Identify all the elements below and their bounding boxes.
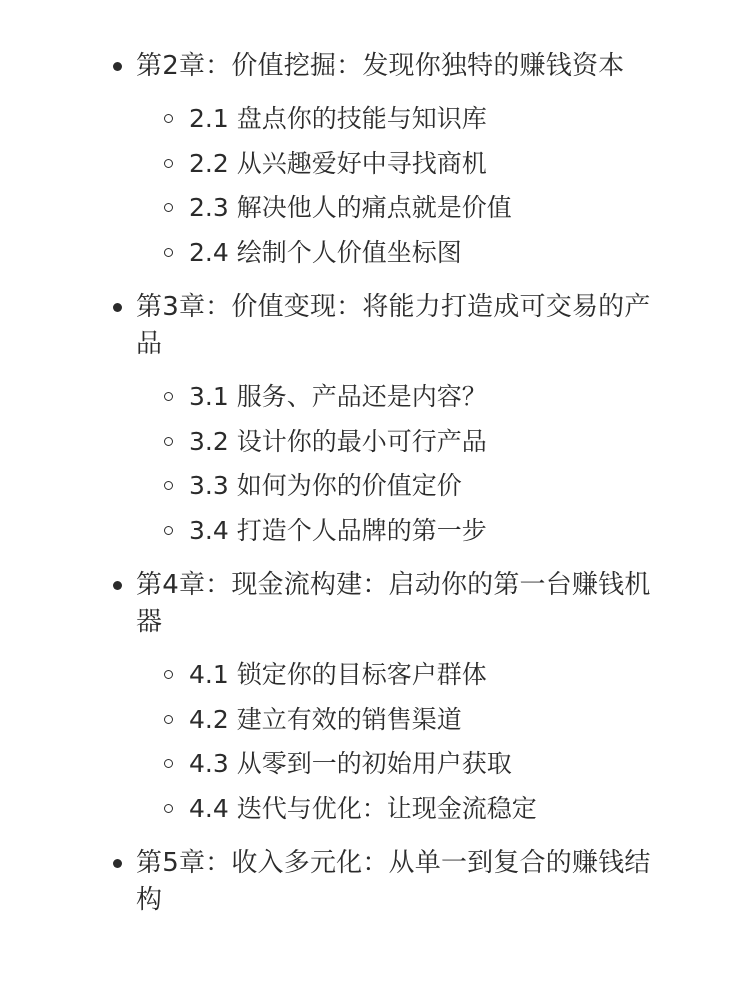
filled-bullet-icon	[113, 62, 122, 71]
filled-bullet-icon	[113, 303, 122, 312]
section-label: 2.1 盘点你的技能与知识库	[189, 104, 487, 133]
list-item	[136, 509, 668, 554]
section-label: 2.2 从兴趣爱好中寻找商机	[189, 148, 487, 178]
section-list	[136, 375, 668, 553]
hollow-bullet-icon	[164, 437, 173, 446]
section-label: 2.3 解决他人的痛点就是价值	[189, 193, 512, 222]
hollow-bullet-icon	[164, 481, 173, 490]
chapter-title: 第4章：现金流构建：启动你的第一台赚钱机器	[136, 570, 651, 637]
section-label: 3.1 服务、产品还是内容？	[189, 382, 487, 411]
chapter-5	[108, 845, 668, 919]
section-list	[136, 97, 668, 275]
list-item	[136, 375, 668, 420]
list-item	[136, 186, 668, 231]
hollow-bullet-icon	[164, 159, 173, 168]
list-item	[136, 787, 668, 832]
chapter-3	[108, 289, 668, 553]
chapter-2	[108, 48, 668, 275]
section-label: 2.4 绘制个人价值坐标图	[189, 237, 462, 267]
filled-bullet-icon	[113, 859, 122, 868]
hollow-bullet-icon	[164, 804, 173, 813]
section-label: 4.3 从零到一的初始用户获取	[189, 749, 512, 778]
hollow-bullet-icon	[164, 526, 173, 535]
hollow-bullet-icon	[164, 248, 173, 257]
section-label: 3.4 打造个人品牌的第一步	[189, 515, 487, 545]
section-label: 4.4 迭代与优化：让现金流稳定	[189, 793, 537, 823]
hollow-bullet-icon	[164, 203, 173, 212]
chapter-title: 第3章：价值变现：将能力打造成可交易的产品	[136, 292, 651, 359]
chapter-title: 第2章：价值挖掘：发现你独特的赚钱资本	[136, 51, 625, 81]
section-list	[136, 653, 668, 831]
section-label: 3.2 设计你的最小可行产品	[189, 426, 487, 456]
hollow-bullet-icon	[164, 114, 173, 123]
hollow-bullet-icon	[164, 392, 173, 401]
list-item	[136, 97, 668, 142]
hollow-bullet-icon	[164, 759, 173, 768]
list-item	[136, 742, 668, 787]
section-label: 4.1 锁定你的目标客户群体	[189, 660, 487, 689]
list-item	[136, 464, 668, 509]
table-of-contents	[108, 48, 668, 933]
list-item	[136, 653, 668, 698]
list-item	[136, 698, 668, 743]
list-item	[136, 231, 668, 276]
section-label: 3.3 如何为你的价值定价	[189, 471, 462, 500]
hollow-bullet-icon	[164, 670, 173, 679]
filled-bullet-icon	[113, 581, 122, 590]
list-item	[136, 142, 668, 187]
chapter-4	[108, 567, 668, 831]
hollow-bullet-icon	[164, 715, 173, 724]
list-item	[136, 420, 668, 465]
section-label: 4.2 建立有效的销售渠道	[189, 704, 462, 734]
chapter-title: 第5章：收入多元化：从单一到复合的赚钱结构	[136, 848, 651, 915]
